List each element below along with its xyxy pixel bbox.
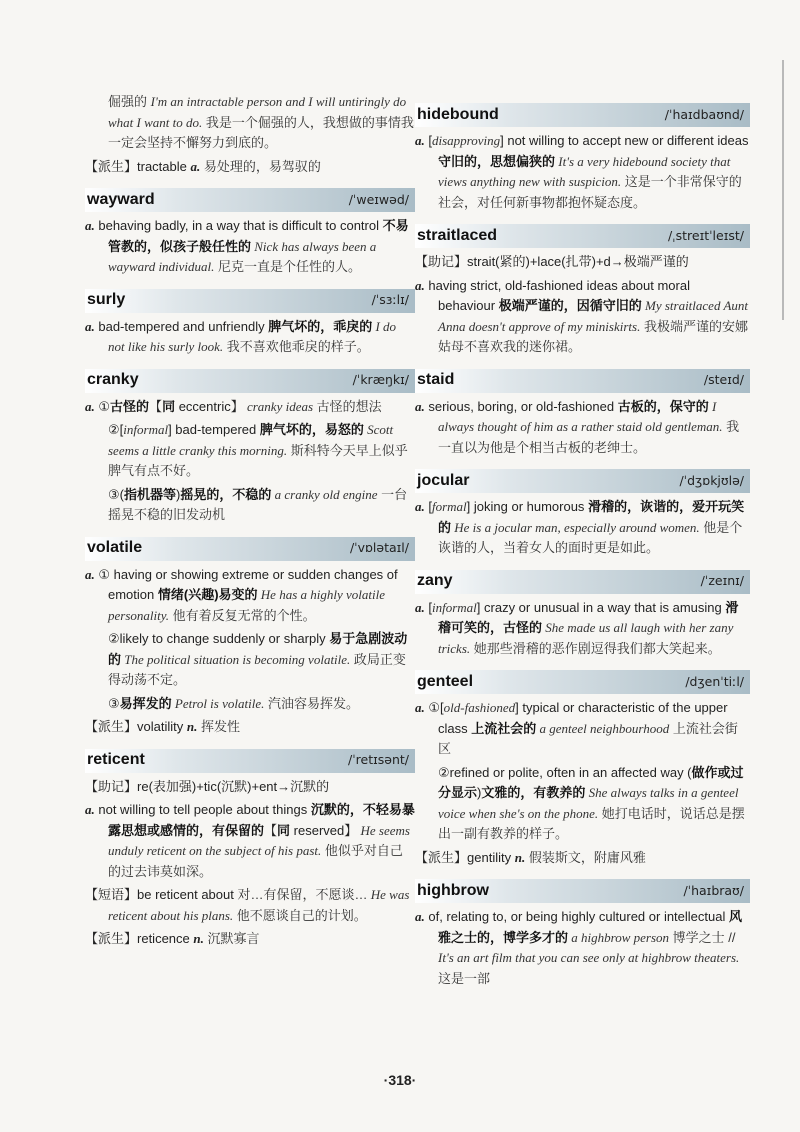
definition-paragraph <box>85 397 415 418</box>
definition-paragraph <box>85 800 415 882</box>
text-run: 风雅之士的，博学多才的 <box>438 909 742 945</box>
definition-paragraph <box>85 216 415 278</box>
text-run: ] not willing to accept new or different ideas <box>500 133 749 148</box>
text-run: informal <box>123 422 169 437</box>
definition-paragraph <box>85 629 415 691</box>
text-run: 我是一个倔强的人，我想做的事情我一定会坚持不懈努力到底的。 <box>108 114 414 150</box>
text-run: a. <box>415 277 425 293</box>
dictionary-entry <box>415 469 750 559</box>
text-run: 对…有保留，不愿谈… <box>237 887 368 902</box>
text-run: serious, boring, or old-fashioned <box>424 398 618 414</box>
text-run: be reticent about <box>137 887 238 902</box>
pronunciation: /ˈhaɪdbaʊnd/ <box>664 106 744 122</box>
pronunciation: /ˈkræŋkɪ/ <box>352 372 409 388</box>
text-run: formal <box>431 499 467 514</box>
text-run: ① <box>94 398 111 414</box>
text-run: 易于急剧波动的 <box>108 631 408 667</box>
dictionary-entry <box>415 670 750 868</box>
text-run: behaving badly, in a way that is difficult to control <box>94 218 383 233</box>
headword-bar <box>415 469 750 493</box>
pronunciation: /steɪd/ <box>703 372 744 388</box>
text-run: Scott seems a little cranky this morning. <box>108 422 394 458</box>
headword-bar <box>415 224 750 248</box>
text-run: ① having or showing extreme or sudden changes of emotion <box>94 566 398 602</box>
text-run: 【派生】 <box>85 931 138 946</box>
text-run: 斯科特今天早上似乎脾气有点不好。 <box>108 442 408 478</box>
text-run: informal <box>431 599 477 615</box>
text-run: a. <box>415 499 425 514</box>
text-run: I do not like his surly look. <box>108 318 397 354</box>
text-run: 指机器等 <box>123 486 176 502</box>
headword-bar <box>415 103 750 127</box>
headword: genteel <box>417 672 474 690</box>
definition-paragraph <box>85 157 415 178</box>
text-run: ] bad-tempered <box>168 422 260 437</box>
text-run: 沉默的，不轻易暴露思想或感情的，有保留的 <box>108 802 415 838</box>
headword: straitlaced <box>417 226 498 244</box>
text-run: gentility <box>467 849 515 865</box>
text-run: [ <box>424 599 432 615</box>
dictionary-entry <box>85 188 415 278</box>
text-run: tractable <box>137 158 191 174</box>
text-run: not willing to tell people about things <box>94 802 311 817</box>
definition-paragraph <box>415 252 750 273</box>
definition-paragraph <box>415 131 750 213</box>
headword: cranky <box>87 371 139 389</box>
text-run: of, relating to, or being highly cultured or intellectual <box>424 909 729 924</box>
text-run: I'm an intractable person and I will untiringly do what I want to do. <box>108 94 407 130</box>
text-run: a. <box>85 802 95 817</box>
text-run: having strict, old-fashioned ideas about moral behaviour <box>424 277 690 313</box>
text-run: volatility <box>137 719 187 734</box>
definition-paragraph <box>415 397 750 459</box>
text-run: 【助记】 <box>415 254 468 269</box>
text-run: ] typical or characteristic of the upper class <box>438 700 728 736</box>
text-run: He was reticent about his plans. <box>108 887 410 923</box>
text-run: 他有着反复无常的个性。 <box>169 607 316 623</box>
headword: reticent <box>87 751 145 769</box>
text-run: It's a very hidebound society that views anything new with suspicion. <box>438 153 731 189</box>
text-run: 上流社会街区 <box>438 720 738 756</box>
text-run: ①[ <box>424 700 444 715</box>
text-run: 【 <box>149 398 163 414</box>
dictionary-entry <box>85 749 415 950</box>
text-run: ] crazy or unusual in a way that is amusing <box>476 599 726 615</box>
page-number: ·318· <box>383 1072 417 1088</box>
text-run: It's an art film that you can see only at highbrow theaters. <box>438 950 740 965</box>
dictionary-entry <box>85 537 415 738</box>
text-run: 一台摇晃不稳的旧发动机 <box>108 486 408 522</box>
text-run: She always talks in a genteel voice when she's on the phone. <box>438 785 739 821</box>
text-run: 文雅的，有教养的 <box>481 785 586 800</box>
text-run: 脾气坏的，易怒的 <box>259 422 364 437</box>
text-run: eccentric】 <box>175 398 244 414</box>
definition-paragraph <box>415 276 750 358</box>
headword: staid <box>417 371 455 389</box>
text-run: 【短语】 <box>85 887 138 902</box>
text-run: 她那些滑稽的恶作剧逗得我们都大笑起来。 <box>470 640 721 656</box>
definition-paragraph <box>415 763 750 845</box>
text-run: ②likely to change suddenly or sharply <box>108 631 330 646</box>
text-run: 假装斯文，附庸风雅 <box>525 849 646 865</box>
definition-paragraph <box>85 485 415 526</box>
left-column <box>85 92 415 953</box>
text-run: a. <box>415 599 425 615</box>
text-run: strait(紧的)+lace(扎带)+d→极端严谨的 <box>467 254 689 269</box>
definition-paragraph <box>85 885 415 926</box>
definition-paragraph <box>85 929 415 950</box>
text-run: 同 <box>162 398 176 414</box>
text-run: a. <box>415 133 425 148</box>
text-run: a. <box>85 318 95 334</box>
page-edge-line <box>782 60 784 320</box>
definition-paragraph <box>415 497 750 559</box>
text-run: n. <box>186 719 198 734</box>
dictionary-entry <box>415 224 750 358</box>
pronunciation: /ˈsɜːlɪ/ <box>371 292 409 308</box>
headword-bar <box>415 879 750 903</box>
headword-bar <box>85 188 415 212</box>
pronunciation: /ˈweɪwəd/ <box>348 191 409 207</box>
text-run: a. <box>415 700 425 715</box>
text-run: 不易管教的，似孩子般任性的 <box>108 218 409 254</box>
text-run: [ <box>424 133 432 148</box>
text-run: 古板的，保守的 <box>617 398 709 414</box>
text-run: He is a jocular man, especially around women. <box>451 519 700 535</box>
right-column <box>415 92 750 992</box>
text-run: She made us all laugh with her zany tricks. <box>438 620 734 656</box>
text-run: 挥发性 <box>197 719 240 734</box>
text-run: 做作或过分显示 <box>438 764 744 800</box>
pronunciation: /ˈzeɪnɪ/ <box>700 573 744 589</box>
text-run: 同 <box>277 822 291 838</box>
definition-paragraph <box>85 717 415 738</box>
text-run: reticence <box>137 931 194 946</box>
text-run: ) <box>176 486 181 502</box>
definition-paragraph <box>415 848 750 869</box>
text-run: 倔强的 <box>108 94 151 109</box>
definition-paragraph <box>415 698 750 760</box>
text-run: 摇晃的，不稳的 <box>180 486 272 502</box>
text-run: a. <box>415 398 425 414</box>
text-run: a cranky old engine <box>271 486 378 502</box>
text-run: a. <box>85 218 95 233</box>
text-run: [ <box>424 499 432 514</box>
text-run: 易挥发的 <box>119 695 172 711</box>
headword: volatile <box>87 539 143 557</box>
headword: jocular <box>417 471 470 489</box>
text-run: ②[ <box>108 422 124 437</box>
text-run: 情绪(兴趣)易变的 <box>157 587 258 602</box>
text-run: 脾气坏的，乖戾的 <box>268 318 373 334</box>
pronunciation: /dʒenˈtiːl/ <box>685 673 744 689</box>
dictionary-entry <box>85 92 415 177</box>
text-run: ) <box>477 785 482 800</box>
text-run: 这是一个非常保守的社会，对任何新事物都抱怀疑态度。 <box>438 174 742 210</box>
headword: zany <box>417 572 453 590</box>
text-run: n. <box>193 931 204 946</box>
dictionary-entry <box>85 369 415 526</box>
text-run: My straitlaced Aunt Anna doesn't approve of my miniskirts. <box>438 298 749 334</box>
text-run: a. <box>85 566 95 582</box>
text-run: reserved】 <box>290 822 358 838</box>
text-run: old-fashioned <box>443 700 516 715</box>
text-run: ③ <box>108 695 120 711</box>
definition-paragraph <box>85 694 415 715</box>
dictionary-entry <box>415 570 750 660</box>
text-run: 沉默寡言 <box>203 931 260 946</box>
text-run: a genteel neighbourhood <box>536 720 670 736</box>
definition-paragraph <box>85 565 415 627</box>
text-run: 守旧的，思想偏狭的 <box>438 153 556 169</box>
pronunciation: /ˈhaɪbraʊ/ <box>683 882 744 898</box>
text-run: 他不愿谈自己的计划。 <box>233 907 367 923</box>
text-run: n. <box>514 849 526 865</box>
definition-paragraph <box>85 317 415 358</box>
pronunciation: /ˈretɪsənt/ <box>348 752 409 768</box>
pronunciation: /ˌstreɪtˈleɪst/ <box>667 227 744 243</box>
headword-bar <box>85 537 415 561</box>
text-run: 古怪的想法 <box>313 398 382 414</box>
text-run: a highbrow person <box>568 929 670 945</box>
definition-paragraph <box>415 907 750 989</box>
text-run: 他似乎对自己的过去讳莫如深。 <box>108 843 403 879</box>
text-run: a. <box>85 398 95 414</box>
headword-bar <box>415 670 750 694</box>
text-run: disapproving <box>431 133 501 148</box>
text-run: 极端严谨的，因循守旧的 <box>498 298 642 313</box>
dictionary-entry <box>85 289 415 358</box>
text-run: 他是个诙谐的人，当着女人的面时更是如此。 <box>438 519 743 555</box>
pronunciation: /ˈdʒɒkjʊlə/ <box>679 472 744 488</box>
text-run: 滑稽的，诙谐的，爱开玩笑的 <box>438 499 745 535</box>
headword: hidebound <box>417 105 499 123</box>
text-run: 我一直以为他是个相当古板的老绅士。 <box>438 419 740 455</box>
text-run: a. <box>190 158 201 174</box>
text-run: ] joking or humorous <box>466 499 589 514</box>
text-run: ③( <box>108 486 124 502</box>
headword: highbrow <box>417 881 489 899</box>
text-run: 【助记】 <box>85 778 138 794</box>
text-run: 这是一部 <box>438 970 491 986</box>
text-run: 【派生】 <box>85 158 138 174</box>
headword-bar <box>415 570 750 594</box>
headword-bar <box>85 369 415 393</box>
headword: wayward <box>87 190 155 208</box>
dictionary-entry <box>415 879 750 989</box>
text-run: ②refined or polite, often in an affected way ( <box>438 764 692 780</box>
text-run: 【派生】 <box>415 849 468 865</box>
text-run: bad-tempered and unfriendly <box>94 318 269 334</box>
text-run: Petrol is volatile. <box>171 695 265 711</box>
text-run: Nick has always been a wayward individual. <box>108 238 377 274</box>
text-run: 滑稽可笑的，古怪的 <box>438 599 739 635</box>
text-run: re(表加强)+tic(沉默)+ent→沉默的 <box>137 778 330 794</box>
text-run: 易处理的，易驾驭的 <box>200 158 321 174</box>
definition-paragraph <box>415 598 750 660</box>
text-run: 尼克一直是个任性的人。 <box>214 259 362 274</box>
text-run: He seems unduly reticent on the subject of his past. <box>108 822 410 858</box>
text-run: 博学之士 // <box>669 929 736 945</box>
text-run: 我极端严谨的安娜姑母不喜欢我的迷你裙。 <box>438 318 748 354</box>
text-run: The political situation is becoming volatile. <box>121 651 351 667</box>
definition-paragraph <box>85 92 415 154</box>
headword-bar <box>85 749 415 773</box>
definition-paragraph <box>85 420 415 482</box>
text-run: a. <box>415 909 425 924</box>
text-run: He has a highly volatile personality. <box>108 587 385 623</box>
headword-bar <box>415 369 750 393</box>
text-run: 【 <box>264 822 278 838</box>
dictionary-entry <box>415 369 750 459</box>
text-run: 我不喜欢他乖戾的样子。 <box>223 339 370 354</box>
headword: surly <box>87 291 126 309</box>
definition-paragraph <box>85 777 415 798</box>
headword-bar <box>85 289 415 313</box>
text-run: cranky ideas <box>243 398 314 414</box>
pronunciation: /ˈvɒlətaɪl/ <box>349 540 409 556</box>
text-run: 政局正变得动荡不定。 <box>108 651 406 687</box>
dictionary-entry <box>415 103 750 213</box>
text-run: 【派生】 <box>85 719 138 734</box>
text-run: 上流社会的 <box>471 720 537 736</box>
text-run: 她打电话时，说话总是摆出一副有教养的样子。 <box>438 805 745 841</box>
text-run: 汽油容易挥发。 <box>264 695 359 711</box>
text-run: I always thought of him as a rather staid old gentleman. <box>438 398 723 434</box>
text-run: 古怪的 <box>110 398 150 414</box>
